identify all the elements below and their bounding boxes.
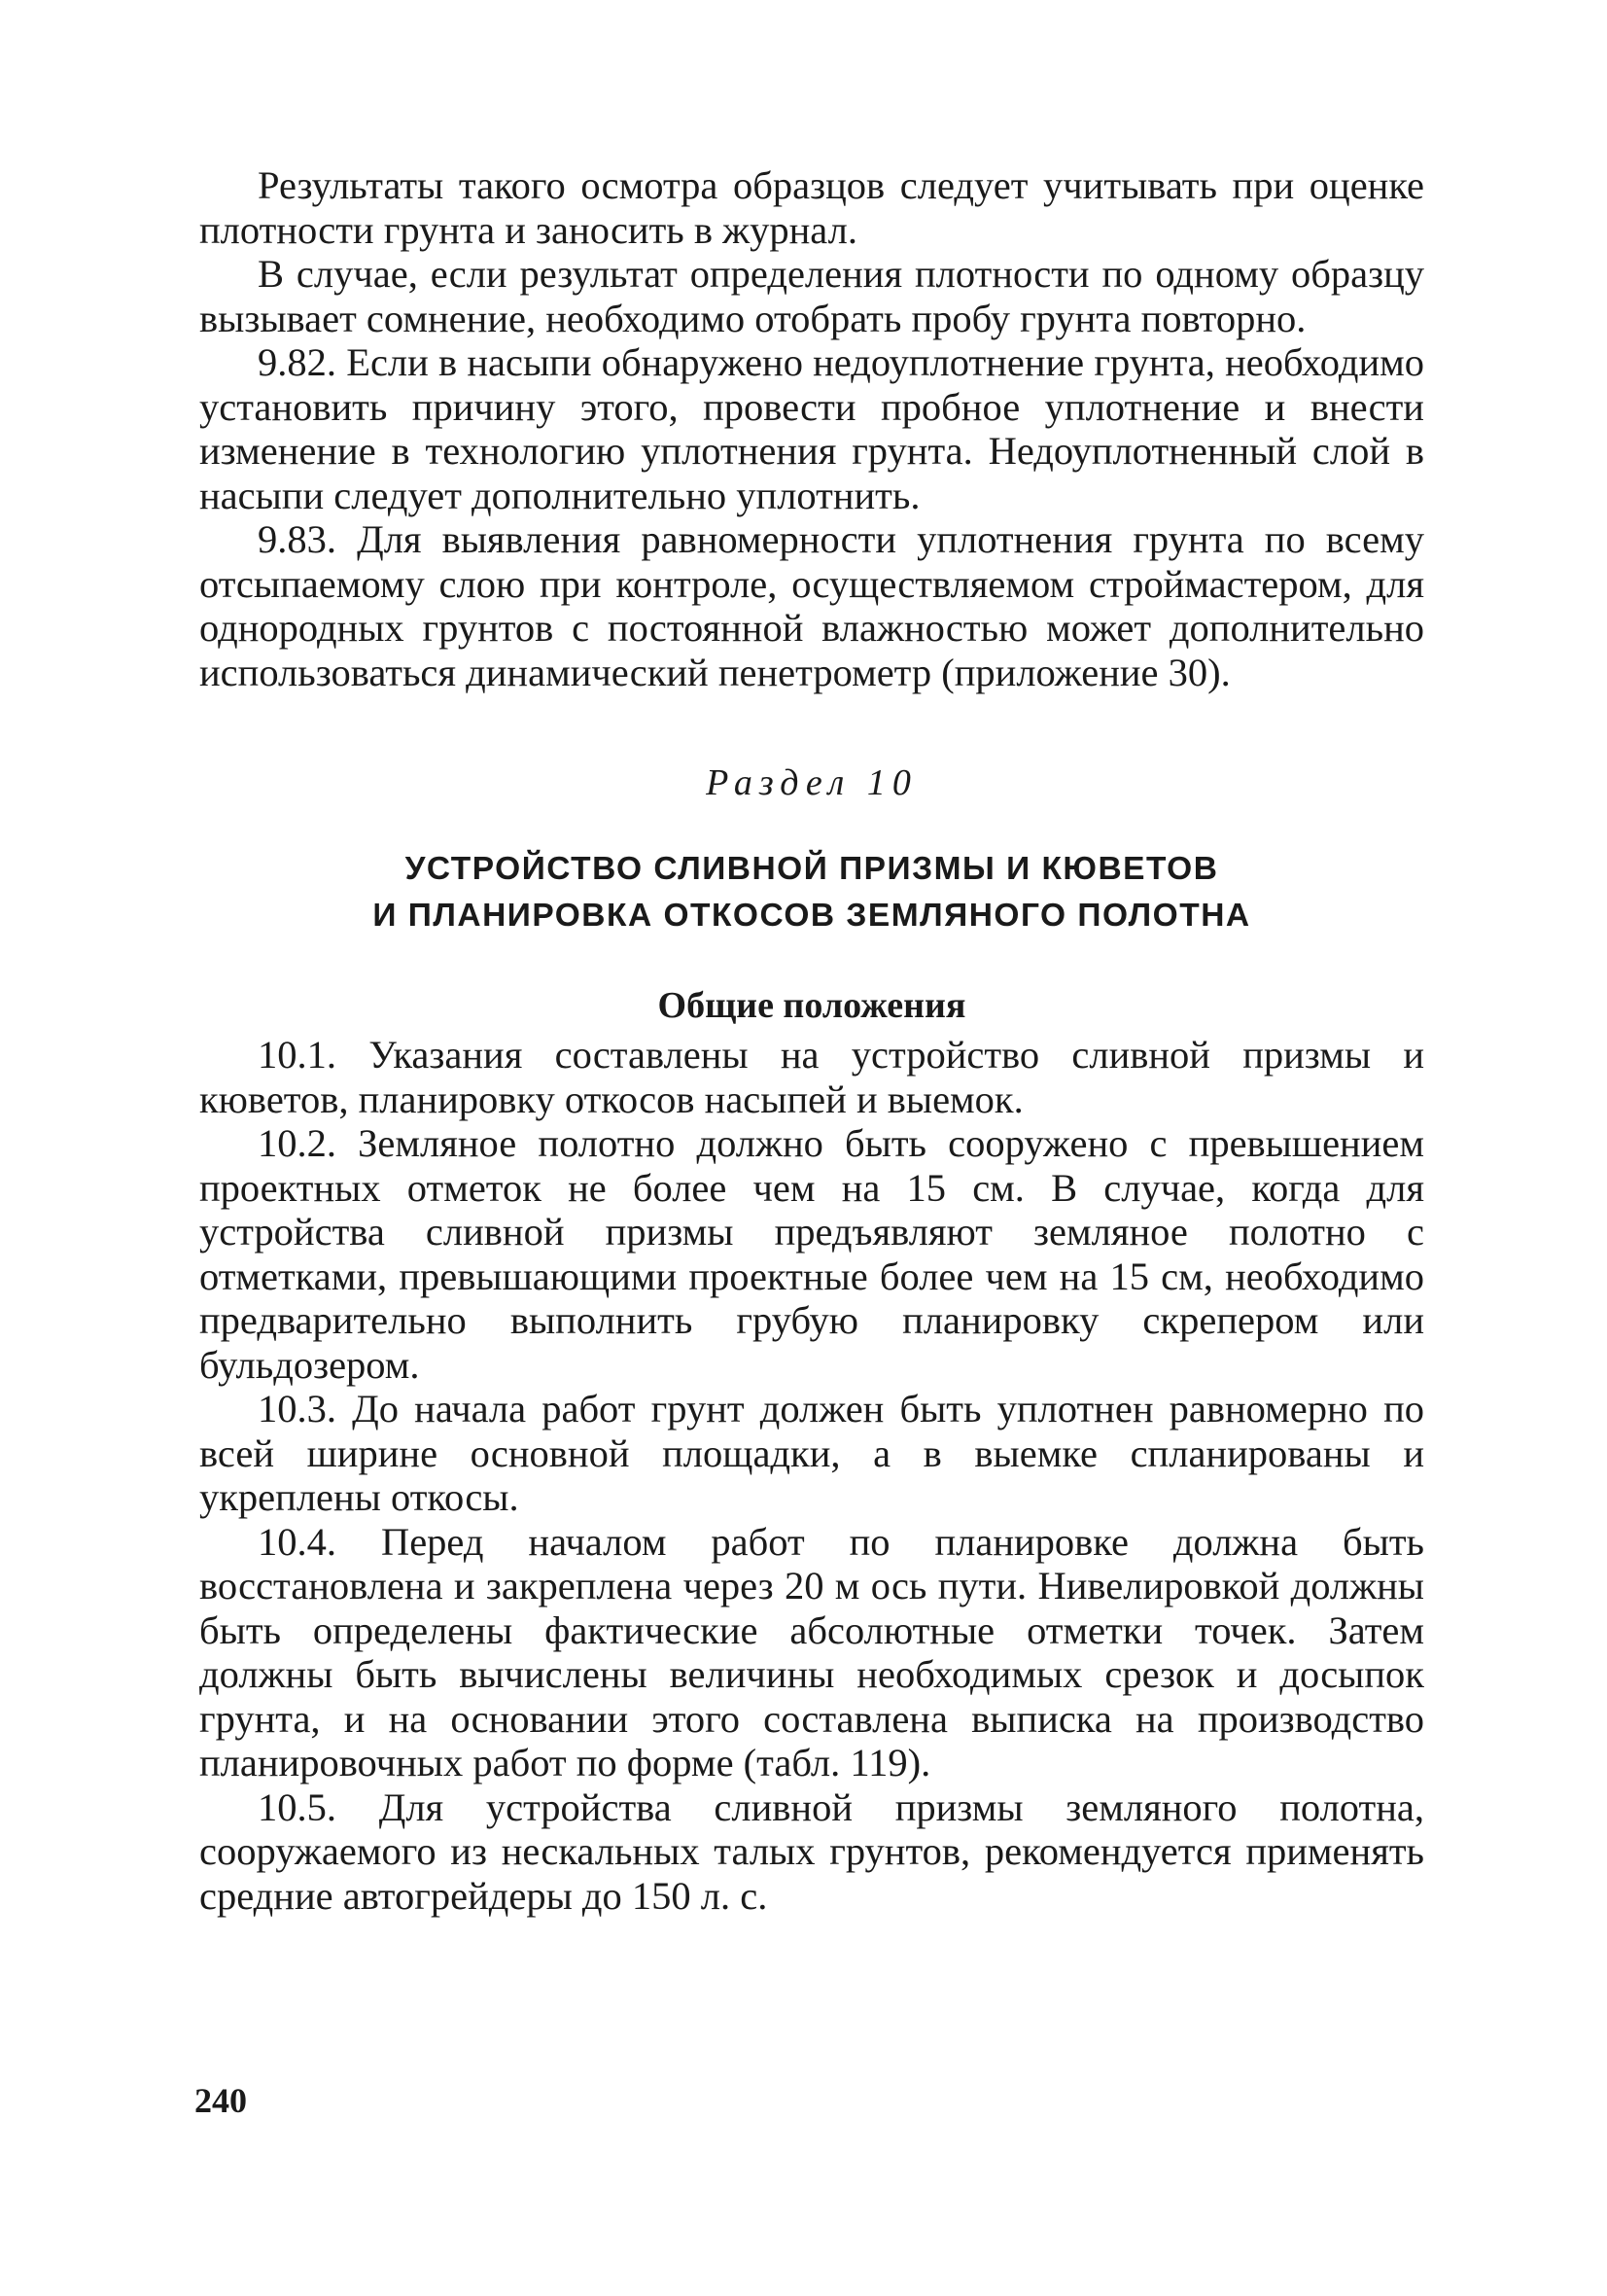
paragraph-10-1: 10.1. Указания составлены на устройство сливной призмы и кюветов, планировку откосов насыпей и выемок. (199, 1033, 1424, 1121)
paragraph-10-3: 10.3. До начала работ грунт должен быть уплотнен равномерно по всей ширине основной площадки, а в выемке спланированы и укреплены откосы. (199, 1387, 1424, 1519)
section-title-line-1: УСТРОЙСТВО СЛИВНОЙ ПРИЗМЫ И КЮВЕТОВ (404, 851, 1219, 887)
document-page (199, 163, 1424, 1918)
paragraph-doubtful-result: В случае, если результат определения плотности по одному образцу вызывает сомнение, необходимо отобрать пробу грунта повторно. (199, 252, 1424, 340)
section-title-line-2: И ПЛАНИРОВКА ОТКОСОВ ЗЕМЛЯНОГО ПОЛОТНА (372, 898, 1251, 934)
section-label: Раздел 10 (706, 762, 918, 803)
paragraph-10-4: 10.4. Перед началом работ по планировке должна быть восстановлена и закреплена через 20 м ось пути. Нивелировкой должны быть определены фактические абсолютные отметки точек. Затем должны быть вычислены величины необходимых срезок и досыпок грунта, и на основании этого составлена выписка на производство планировочных работ по форме (табл. 119). (199, 1519, 1424, 1784)
subsection-title: Общие положения (657, 985, 966, 1026)
paragraph-9-83: 9.83. Для выявления равномерности уплотнения грунта по всему отсыпаемому слою при контроле, осуществляемом строймастером, для однородных грунтов с постоянной влажностью может дополнительно использоваться динамический пенетрометр (приложение 30). (199, 517, 1424, 694)
paragraph-10-5: 10.5. Для устройства сливной призмы земляного полотна, сооружаемого из нескальных талых грунтов, рекомендуется применять средние автогрейдеры до 150 л. с. (199, 1784, 1424, 1918)
paragraph-10-2: 10.2. Земляное полотно должно быть сооружено с превышением проектных отметок не более чем на 15 см. В случае, когда для устройства сливной призмы предъявляют земляное полотно с отметками, превышающими проектные более чем на 15 см, необходимо предварительно выполнить грубую планировку скрепером или бульдозером. (199, 1121, 1424, 1387)
page-number: 240 (194, 2081, 247, 2120)
paragraph-9-82: 9.82. Если в насыпи обнаружено недоуплотнение грунта, необходимо установить причину этого, провести пробное уплотнение и внести изменение в технологию уплотнения грунта. Недоуплотненный слой в насыпи следует дополнительно уплотнить. (199, 340, 1424, 517)
paragraph-inspection-results: Результаты такого осмотра образцов следует учитывать при оценке плотности грунта и заносить в журнал. (199, 163, 1424, 252)
